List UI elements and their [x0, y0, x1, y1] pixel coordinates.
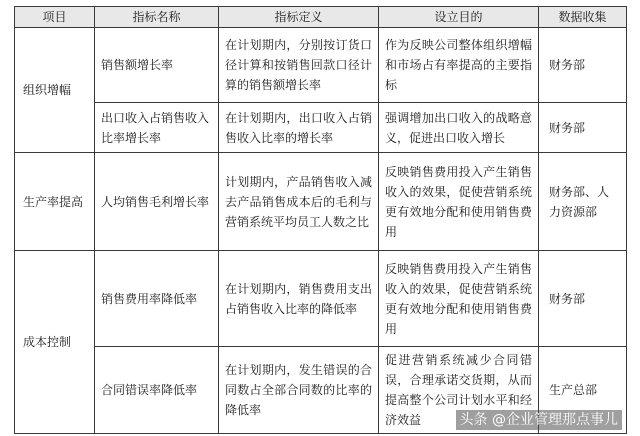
indicator-name-cell: 人均销售毛利增长率	[95, 153, 219, 251]
indicator-name-cell: 出口收入占销售收入比率增长率	[95, 103, 219, 153]
purpose-cell: 促进营销系统减少合同错误，合理承诺交货期，从而提高整个公司计划水平和经济效益	[379, 347, 539, 434]
category-cell: 生产率提高	[15, 153, 95, 251]
category-cell: 成本控制	[15, 251, 95, 434]
table-header-row	[15, 7, 627, 28]
indicator-definition-cell: 在计划期内，出口收入占销售收入比率的增长率	[219, 103, 379, 153]
purpose-cell: 反映销售费用投入产生销售收入的效果，促使营销系统更有效地分配和使用销售费用	[379, 153, 539, 251]
indicator-table	[14, 6, 627, 434]
table-row	[15, 251, 627, 347]
indicator-name-cell: 销售额增长率	[95, 28, 219, 103]
purpose-cell: 作为反映公司整体组织增幅和市场占有率提高的主要指标	[379, 28, 539, 103]
table-row	[15, 28, 627, 103]
indicator-table-sheet	[14, 6, 626, 430]
indicator-definition-cell: 在计划期内，销售费用支出占销售收入比率的降低率	[219, 251, 379, 347]
data-collection-cell: 财务部	[539, 251, 627, 347]
table-row	[15, 103, 627, 153]
indicator-definition-cell: 计划期内，产品销售收入减去产品销售成本后的毛利与营销系统平均员工人数之比	[219, 153, 379, 251]
data-collection-cell: 财务部、人力资源部	[539, 153, 627, 251]
header-indicator-definition: 指标定义	[219, 7, 379, 28]
data-collection-cell: 生产总部	[539, 347, 627, 434]
purpose-cell: 反映销售费用投入产生销售收入的效果，促使营销系统更有效地分配和使用销售费用	[379, 251, 539, 347]
data-collection-cell: 财务部	[539, 28, 627, 103]
table-row	[15, 153, 627, 251]
header-purpose: 设立目的	[379, 7, 539, 28]
header-project: 项目	[15, 7, 95, 28]
watermark-text: 头条 @企业管理那点事儿	[456, 410, 622, 430]
indicator-definition-cell: 在计划期内，分别按订货口径计算和按销售回款口径计算的销售额增长率	[219, 28, 379, 103]
header-data-collection: 数据收集	[539, 7, 627, 28]
indicator-definition-cell: 在计划期内，发生错误的合同数占全部合同数的比率的降低率	[219, 347, 379, 434]
purpose-cell: 强调增加出口收入的战略意义，促进出口收入增长	[379, 103, 539, 153]
category-cell: 组织增幅	[15, 28, 95, 153]
header-indicator-name: 指标名称	[95, 7, 219, 28]
indicator-name-cell: 合同错误率降低率	[95, 347, 219, 434]
data-collection-cell: 财务部	[539, 103, 627, 153]
indicator-name-cell: 销售费用率降低率	[95, 251, 219, 347]
